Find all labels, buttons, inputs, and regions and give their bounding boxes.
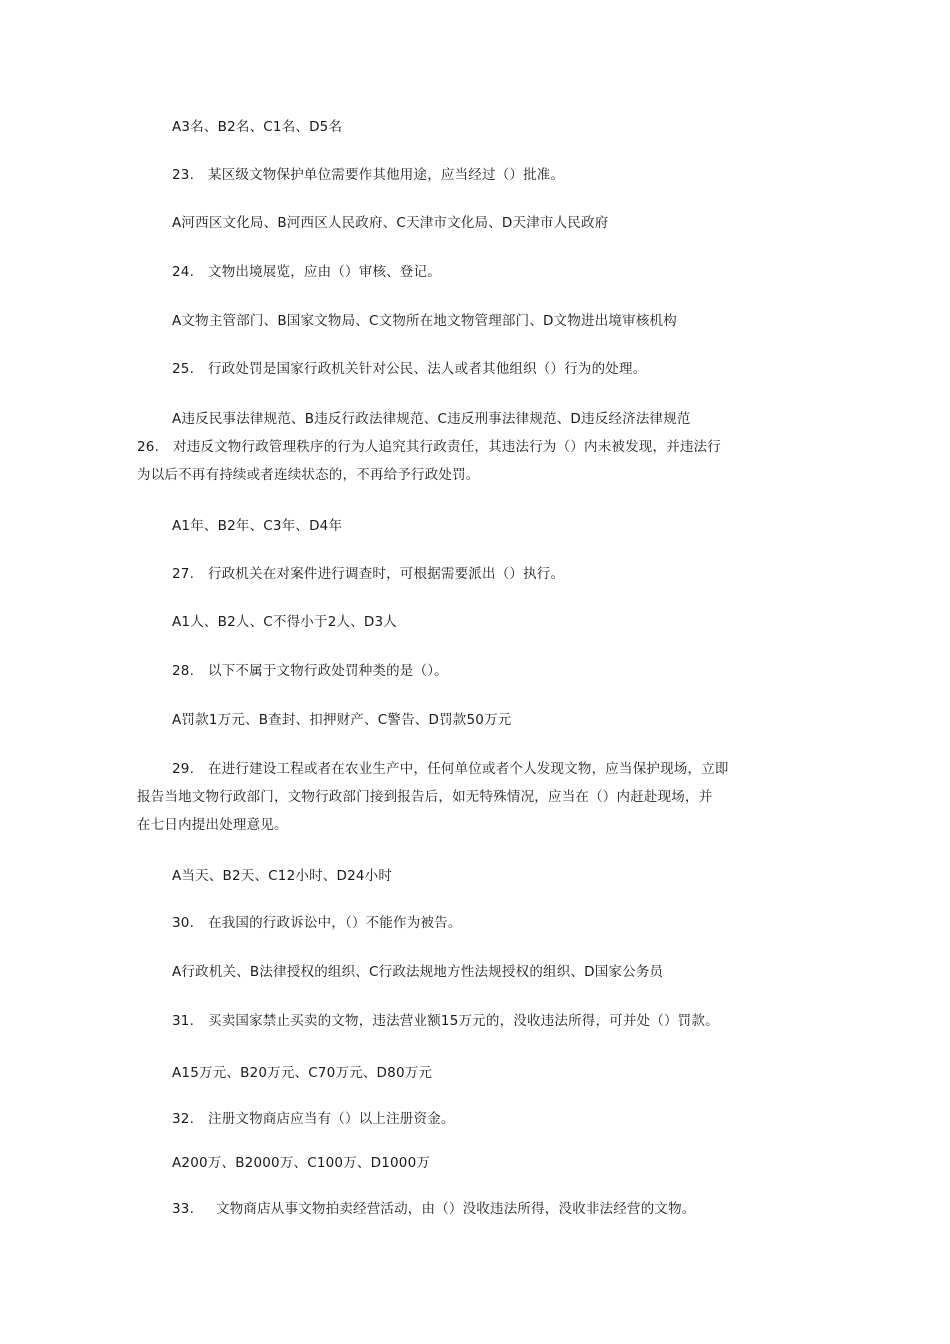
question-31 [172, 1011, 719, 1031]
question-text: 买卖国家禁止买卖的文物，违法营业额15万元的，没收违法所得，可并处（）罚款。 [208, 1013, 719, 1029]
question-number: 29. [172, 761, 195, 777]
q29-options: A当天、B2天、C12小时、D24小时 [172, 868, 393, 884]
question-number: 28. [172, 663, 195, 679]
q27-options: A1人、B2人、C不得小于2人、D3人 [172, 614, 397, 630]
question-30 [172, 913, 462, 933]
q24-options: A文物主管部门、B国家文物局、C文物所在地文物管理部门、D文物进出境审核机构 [172, 313, 677, 329]
q23-options: A河西区文化局、B河西区人民政府、C天津市文化局、D天津市人民政府 [172, 215, 609, 231]
q32-options: A200万、B2000万、C100万、D1000万 [172, 1155, 431, 1171]
question-28 [172, 661, 448, 681]
question-29-line-1 [172, 759, 729, 779]
question-text: 文物出境展览，应由（）审核、登记。 [208, 264, 441, 280]
question-number: 30. [172, 915, 195, 931]
question-number: 32. [172, 1111, 195, 1127]
q26-options: A1年、B2年、C3年、D4年 [172, 518, 343, 534]
question-23 [172, 165, 564, 185]
question-29-line-2: 报告当地文物行政部门，文物行政部门接到报告后，如无特殊情况，应当在（）内赶赴现场，并 [137, 789, 713, 805]
question-25 [172, 359, 646, 379]
question-text: 对违反文物行政管理秩序的行为人追究其行政责任，其违法行为（）内未被发现，并违法行 [173, 439, 721, 455]
q28-options: A罚款1万元、B查封、扣押财产、C警告、D罚款50万元 [172, 712, 512, 728]
question-26-line-2: 为以后不再有持续或者连续状态的，不再给予行政处罚。 [137, 467, 480, 483]
question-text: 在我国的行政诉讼中，（）不能作为被告。 [208, 915, 462, 931]
question-33 [172, 1199, 696, 1219]
question-text: 行政处罚是国家行政机关针对公民、法人或者其他组织（）行为的处理。 [208, 361, 647, 377]
question-text: 某区级文物保护单位需要作其他用途，应当经过（）批准。 [208, 167, 565, 183]
q22-options: A3名、B2名、C1名、D5名 [172, 119, 343, 135]
question-29-line-3: 在七日内提出处理意见。 [137, 817, 288, 833]
question-number: 24. [172, 264, 195, 280]
question-number: 27. [172, 566, 195, 582]
question-number: 33. [172, 1201, 195, 1217]
q30-options: A行政机关、B法律授权的组织、C行政法规地方性法规授权的组织、D国家公务员 [172, 964, 664, 980]
question-32 [172, 1109, 455, 1129]
question-24 [172, 262, 441, 282]
question-text: 在进行建设工程或者在农业生产中，任何单位或者个人发现文物，应当保护现场，立即 [208, 761, 729, 777]
question-text: 以下不属于文物行政处罚种类的是（）。 [208, 663, 448, 679]
question-26-line-1 [137, 437, 721, 457]
question-number: 23. [172, 167, 195, 183]
question-number: 31. [172, 1013, 195, 1029]
question-text: 文物商店从事文物拍卖经营活动，由（）没收违法所得，没收非法经营的文物。 [216, 1201, 696, 1217]
q31-options: A15万元、B20万元、C70万元、D80万元 [172, 1065, 433, 1081]
q25-options: A违反民事法律规范、B违反行政法律规范、C违反刑事法律规范、D违反经济法律规范 [172, 411, 691, 427]
question-text: 行政机关在对案件进行调查时，可根据需要派出（）执行。 [208, 566, 565, 582]
question-number: 26. [137, 439, 160, 455]
question-number: 25. [172, 361, 195, 377]
question-text: 注册文物商店应当有（）以上注册资金。 [208, 1111, 455, 1127]
question-27 [172, 564, 564, 584]
